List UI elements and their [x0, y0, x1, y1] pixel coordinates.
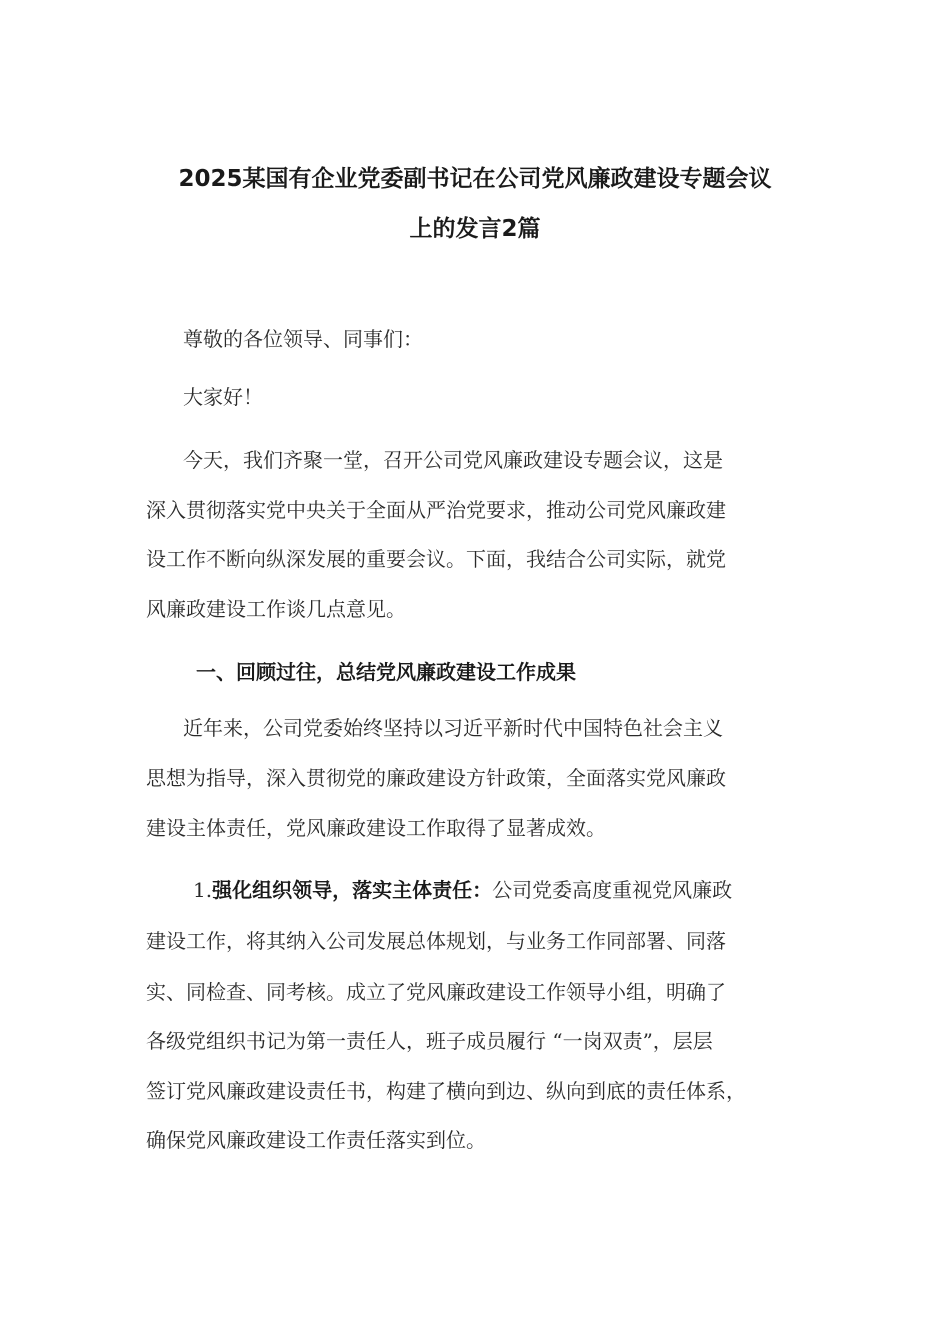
item-1-lead: 强化组织领导，落实主体责任： [212, 878, 493, 902]
section-1-heading: 一、回顾过往，总结党风廉政建设工作成果 [196, 660, 576, 684]
item-1-line: 签订党风廉政建设责任书，构建了横向到边、纵向到底的责任体系， [146, 1079, 746, 1103]
item-1-number: 1. [193, 878, 213, 902]
item-1-line: 建设工作，将其纳入公司发展总体规划，与业务工作同部署、同落 [146, 929, 726, 953]
salutation: 尊敬的各位领导、同事们： [183, 327, 423, 351]
item-1-line: 确保党风廉政建设工作责任落实到位。 [146, 1128, 486, 1152]
document-title-line-2: 上的发言2篇 [409, 216, 541, 242]
intro-paragraph-line: 设工作不断向纵深发展的重要会议。下面，我结合公司实际，就党 [146, 547, 726, 571]
item-1-first-line [193, 877, 732, 903]
item-1-line: 实、同检查、同考核。成立了党风廉政建设工作领导小组，明确了 [146, 980, 726, 1004]
section-1-paragraph-line: 建设主体责任，党风廉政建设工作取得了显著成效。 [146, 816, 606, 840]
item-1-line: 各级党组织书记为第一责任人，班子成员履行 “一岗双责”，层层 [146, 1029, 713, 1053]
greeting: 大家好！ [183, 385, 263, 409]
section-1-paragraph-line: 思想为指导，深入贯彻党的廉政建设方针政策，全面落实党风廉政 [146, 766, 726, 790]
intro-paragraph-line: 风廉政建设工作谈几点意见。 [146, 597, 406, 621]
document-title-line-1: 2025某国有企业党委副书记在公司党风廉政建设专题会议 [178, 166, 772, 192]
section-1-paragraph-line: 近年来，公司党委始终坚持以习近平新时代中国特色社会主义 [183, 716, 723, 740]
intro-paragraph-line: 今天，我们齐聚一堂，召开公司党风廉政建设专题会议，这是 [183, 448, 723, 472]
item-1-first-line-rest: 公司党委高度重视党风廉政 [492, 878, 733, 902]
intro-paragraph-line: 深入贯彻落实党中央关于全面从严治党要求，推动公司党风廉政建 [146, 498, 726, 522]
